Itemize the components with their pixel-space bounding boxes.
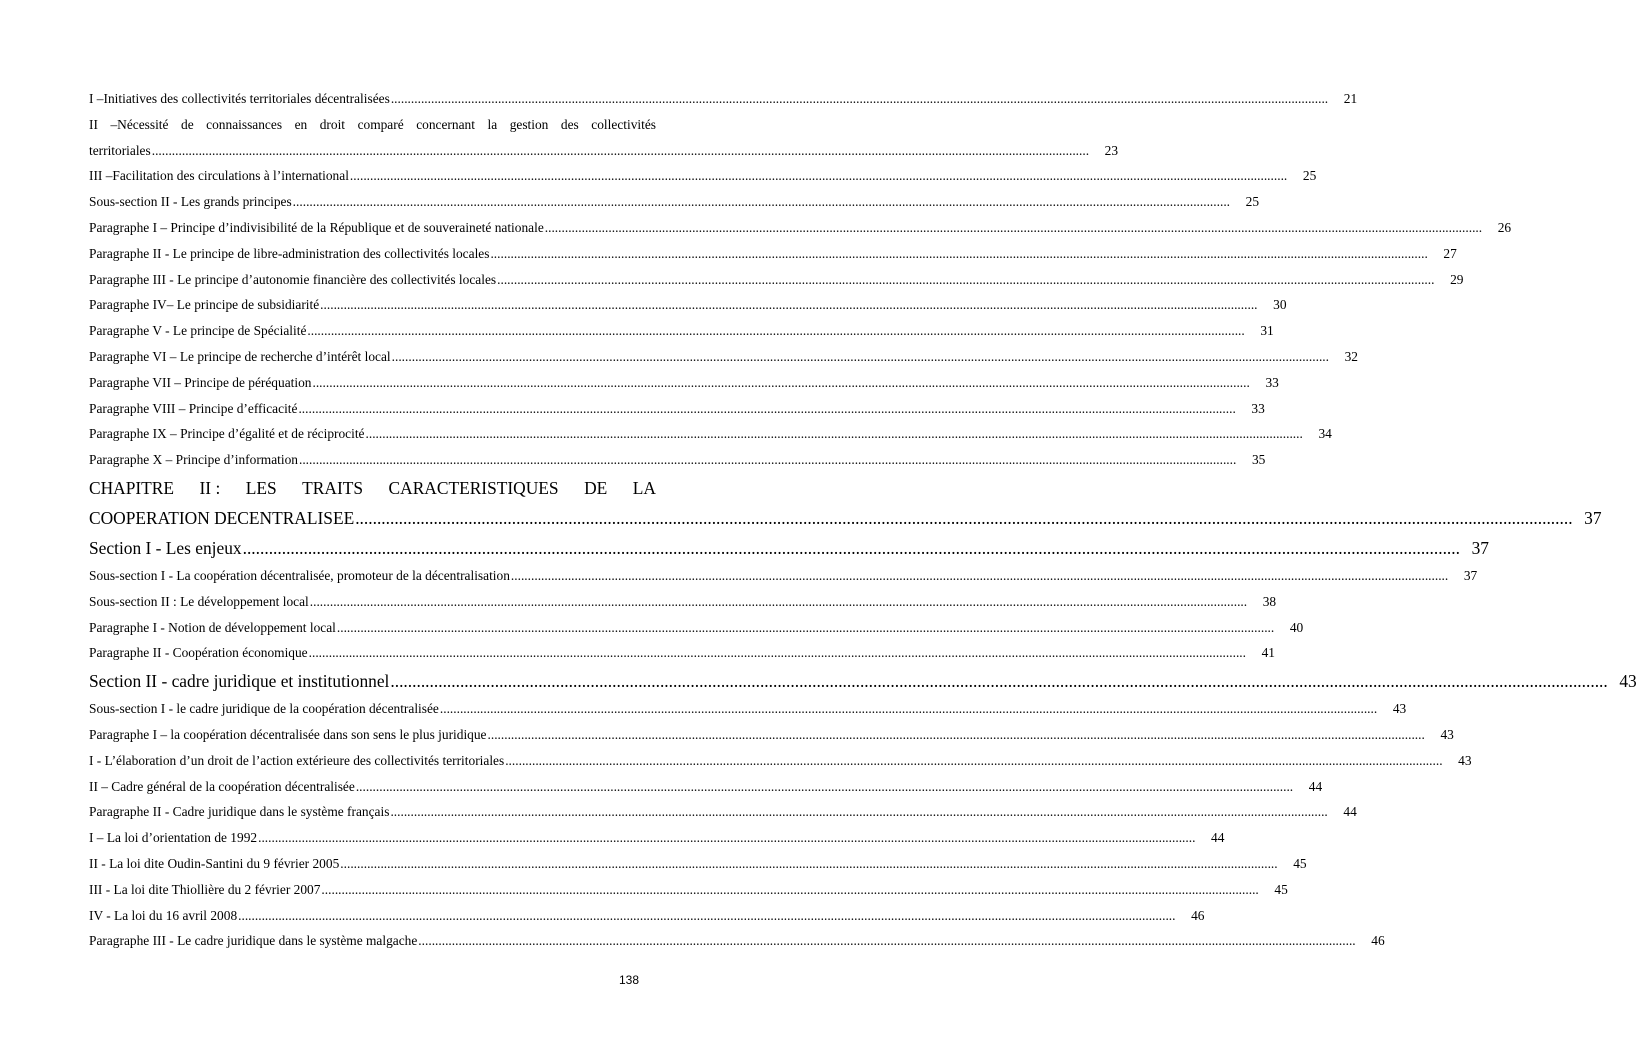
toc-entry-title: Paragraphe VI – Le principe de recherche d’intérêt local [89, 348, 391, 364]
toc-entry-title: Paragraphe I - Notion de développement local [89, 619, 336, 635]
toc-entry-page: 26 [1497, 219, 1512, 235]
toc-entry-title: Paragraphe VIII – Principe d’efficacité [89, 400, 298, 416]
toc-entry-page: 21 [1343, 91, 1358, 106]
toc-entry-title: territoriales [89, 142, 151, 158]
toc-entry-page: 35 [1251, 452, 1266, 468]
toc-entry[interactable] [89, 533, 1489, 563]
toc-entry-title: Paragraphe III - Le principe d’autonomie financière des collectivités locales [89, 271, 497, 287]
toc-entry[interactable] [89, 903, 1205, 929]
dot-leader [242, 533, 1463, 563]
toc-entry[interactable] [89, 877, 1288, 903]
toc-word: TRAITS [302, 477, 364, 498]
toc-entry[interactable] [89, 318, 1274, 344]
toc-entry[interactable] [89, 267, 1464, 293]
toc-entry-page: 32 [1344, 348, 1358, 364]
toc-entry-page: 41 [1261, 645, 1275, 661]
dot-leader [309, 589, 1250, 615]
dot-leader [389, 799, 1330, 825]
toc-word: II [89, 116, 98, 132]
toc-entry-page: 37 [1471, 537, 1489, 558]
page-number: 138 [619, 973, 640, 987]
dot-leader [319, 292, 1260, 318]
toc-entry-page: 25 [1302, 168, 1317, 184]
dot-leader [297, 396, 1238, 422]
toc-entry[interactable] [89, 563, 1478, 589]
toc-entry-title: Paragraphe IX – Principe d’égalité et de réciprocité [89, 426, 365, 442]
dot-leader [257, 825, 1198, 851]
toc-entry-title: I – La loi d’orientation de 1992 [89, 830, 258, 846]
toc-entry-page: 38 [1262, 593, 1277, 609]
toc-entry[interactable] [89, 696, 1407, 722]
toc-word: LES [245, 477, 277, 498]
toc-entry-title: Sous-section II - Les grands principes [89, 194, 292, 210]
toc-word: la [487, 116, 498, 132]
toc-entry-title: III –Facilitation des circulations à l’international [89, 168, 349, 184]
dot-leader [487, 722, 1428, 748]
toc-entry[interactable] [89, 370, 1279, 396]
toc-entry-page: 43 [1619, 671, 1637, 692]
toc-word: CARACTERISTIQUES [388, 477, 559, 498]
toc-entry-page: 31 [1260, 323, 1274, 339]
toc-entry[interactable] [89, 589, 1277, 615]
dot-leader [439, 696, 1380, 722]
toc-entry[interactable] [89, 292, 1287, 318]
toc-word: DE [584, 477, 608, 498]
dot-leader [417, 928, 1358, 954]
toc-entry[interactable] [89, 344, 1358, 370]
toc-word: II : [199, 477, 221, 498]
toc-entry-title: Paragraphe II - Cadre juridique dans le système français [89, 804, 390, 820]
toc-entry[interactable] [89, 163, 1317, 189]
dot-leader [354, 503, 1575, 533]
toc-entry-page: 34 [1318, 426, 1332, 442]
toc-word: en [294, 116, 308, 132]
toc-entry-title: I –Initiatives des collectivités territoriales décentralisées [89, 91, 390, 106]
toc-entry[interactable] [89, 138, 1119, 164]
dot-leader [298, 447, 1239, 473]
dot-leader [390, 86, 1331, 112]
toc-entry-title: Sous-section II : Le développement local [89, 593, 309, 609]
toc-entry-title: Section II - cadre juridique et institutionnel [89, 671, 390, 692]
toc-entry-title: Sous-section I - La coopération décentralisée, promoteur de la décentralisation [89, 567, 510, 583]
dot-leader [496, 267, 1437, 293]
toc-entry-page: 45 [1274, 881, 1288, 897]
toc-entry[interactable] [89, 774, 1323, 800]
toc-entry[interactable] [89, 748, 1472, 774]
toc-entry-page: 46 [1191, 907, 1205, 923]
toc-entry-title: Paragraphe II - Le principe de libre-administration des collectivités locales [89, 245, 490, 261]
dot-leader [339, 851, 1280, 877]
toc-entry-title: Paragraphe III - Le cadre juridique dans le système malgache [89, 933, 418, 949]
toc-entry-title: II - La loi dite Oudin-Santini du 9 février 2005 [89, 855, 340, 871]
toc-word: collectivités [591, 116, 656, 132]
toc-entry-first-line[interactable] [89, 473, 656, 503]
toc-entry-title: Paragraphe IV– Le principe de subsidiarité [89, 297, 320, 313]
dot-leader [389, 666, 1610, 696]
toc-entry-page: 45 [1293, 855, 1307, 871]
toc-entry-page: 33 [1251, 400, 1265, 416]
toc-entry-title: II – Cadre général de la coopération décentralisée [89, 778, 355, 794]
toc-entry[interactable] [89, 447, 1266, 473]
toc-entry-title: Paragraphe I – la coopération décentralisée dans son sens le plus juridique [89, 726, 487, 742]
toc-entry[interactable] [89, 421, 1332, 447]
toc-entry-page: 44 [1308, 778, 1323, 794]
toc-entry[interactable] [89, 640, 1275, 666]
dot-leader [320, 877, 1261, 903]
toc-entry-title: COOPERATION DECENTRALISEE [89, 507, 355, 528]
toc-entry-page: 33 [1265, 374, 1279, 390]
toc-word: gestion [509, 116, 549, 132]
toc-entry-page: 27 [1443, 245, 1457, 261]
toc-entry[interactable] [89, 396, 1265, 422]
toc-word: de [181, 116, 194, 132]
dot-leader [349, 163, 1290, 189]
dot-leader [336, 615, 1277, 641]
toc-entry-page: 37 [1463, 567, 1478, 583]
toc-entry-title: I - L’élaboration d’un droit de l’action extérieure des collectivités territoriales [89, 752, 505, 768]
dot-leader [306, 318, 1247, 344]
toc-entry-first-line[interactable] [89, 112, 656, 138]
toc-entry[interactable] [89, 928, 1385, 954]
dot-leader [311, 370, 1252, 396]
toc-word: CHAPITRE [89, 477, 175, 498]
toc-entry-page: 40 [1289, 619, 1304, 635]
toc-entry-title: Paragraphe II - Coopération économique [89, 645, 308, 661]
toc-word: concernant [416, 116, 475, 132]
toc-entry-title: Paragraphe VII – Principe de péréquation [89, 374, 312, 390]
toc-entry-page: 29 [1450, 271, 1464, 287]
toc-entry-page: 46 [1371, 933, 1385, 949]
toc-entry-page: 43 [1458, 752, 1472, 768]
dot-leader [308, 640, 1249, 666]
toc-entry-page: 44 [1343, 804, 1357, 820]
toc-word: –Nécessité [110, 116, 169, 132]
toc-entry[interactable] [89, 851, 1307, 877]
toc-entry-page: 43 [1392, 701, 1407, 717]
toc-entry-title: Paragraphe V - Le principe de Spécialité [89, 323, 307, 339]
toc-entry-title: III - La loi dite Thiollière du 2 février 2007 [89, 881, 321, 897]
toc-entry-page: 44 [1211, 830, 1225, 846]
toc-entry-page: 43 [1440, 726, 1454, 742]
toc-entry-page: 30 [1273, 297, 1287, 313]
dot-leader [355, 774, 1296, 800]
toc-entry-title: Sous-section I - le cadre juridique de la coopération décentralisée [89, 701, 439, 717]
toc-entry[interactable] [89, 189, 1260, 215]
dot-leader [292, 189, 1233, 215]
toc-entry[interactable] [89, 86, 1358, 112]
toc-entry-page: 23 [1104, 142, 1119, 158]
toc-word: droit [319, 116, 346, 132]
toc-word: connaissances [206, 116, 283, 132]
toc-entry-title: IV - La loi du 16 avril 2008 [89, 907, 238, 923]
toc-entry[interactable] [89, 722, 1454, 748]
toc-entry-page: 37 [1584, 507, 1602, 528]
toc-entry-title: Paragraphe X – Principe d’information [89, 452, 298, 468]
dot-leader [151, 138, 1092, 164]
dot-leader [237, 903, 1178, 929]
dot-leader [510, 563, 1451, 589]
toc-entry[interactable] [89, 615, 1304, 641]
table-of-contents [89, 86, 1637, 954]
toc-entry[interactable] [89, 503, 1602, 533]
toc-word: des [560, 116, 579, 132]
toc-entry[interactable] [89, 666, 1637, 696]
toc-entry[interactable] [89, 799, 1357, 825]
dot-leader [489, 241, 1430, 267]
toc-entry[interactable] [89, 825, 1225, 851]
toc-entry-page: 25 [1245, 194, 1260, 210]
toc-entry[interactable] [89, 215, 1512, 241]
dot-leader [544, 215, 1485, 241]
dot-leader [391, 344, 1332, 370]
toc-word: comparé [357, 116, 404, 132]
toc-entry-title: Section I - Les enjeux [89, 537, 242, 558]
toc-entry[interactable] [89, 241, 1457, 267]
toc-word: LA [632, 477, 656, 498]
dot-leader [365, 421, 1306, 447]
dot-leader [504, 748, 1445, 774]
toc-entry-title: Paragraphe I – Principe d’indivisibilité de la République et de souveraineté nationale [89, 219, 544, 235]
